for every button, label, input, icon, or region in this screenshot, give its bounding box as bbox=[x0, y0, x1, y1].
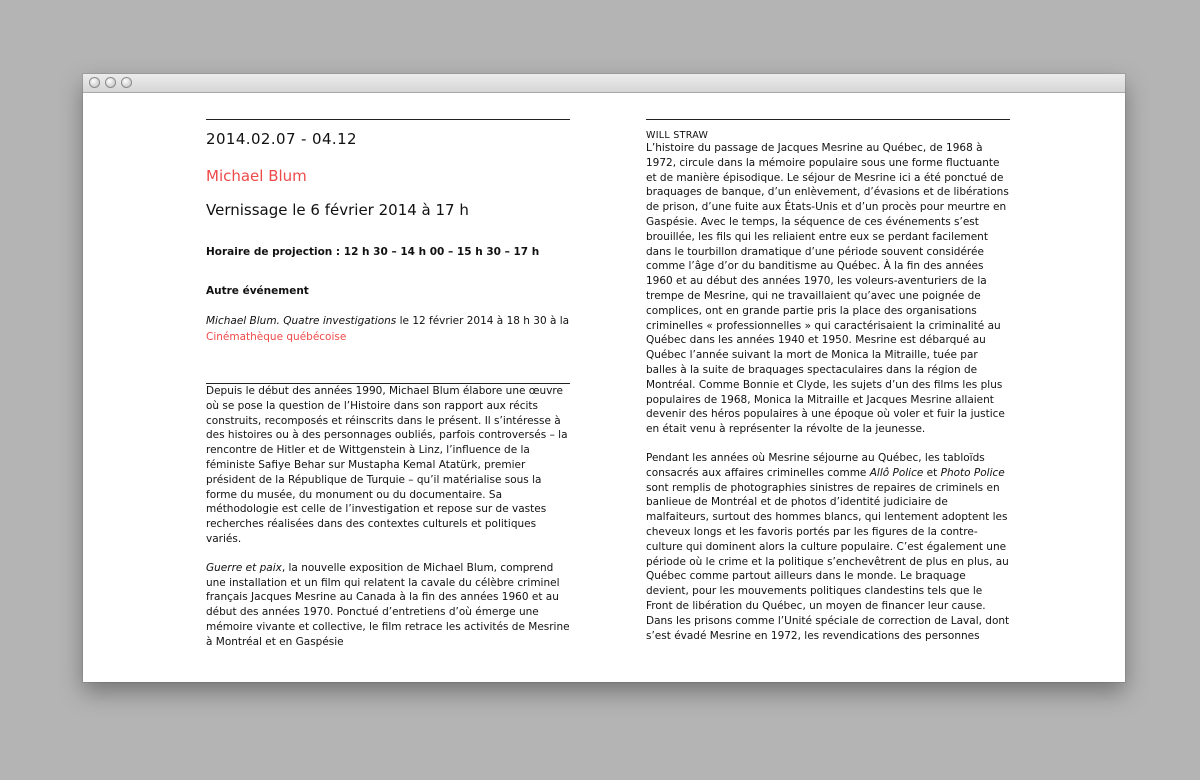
essay-paragraph-2-start: Pendant les années où Mesrine séjourne au Québec, les tabloïds consacrés aux affaires criminelles comme bbox=[646, 451, 985, 479]
minimize-window-button[interactable] bbox=[105, 77, 116, 88]
left-column bbox=[206, 93, 570, 650]
top-divider-right bbox=[646, 119, 1010, 120]
essay-author: WILL STRAW bbox=[646, 130, 709, 141]
zoom-window-button[interactable] bbox=[121, 77, 132, 88]
other-event-text bbox=[206, 313, 570, 345]
exhibition-paragraph-text: , la nouvelle exposition de Michael Blum, comprend une installation et un film qui relatent la cavale du célèbre criminel français Jacques Mesrine au Canada à la fin des années 1960 et au début des années 1970. Ponctué d’entretiens d’où émerge une mémoire vivante et collective, le film retrace les activités de Mesrine à Montréal et en Gaspésie bbox=[206, 561, 570, 648]
photo-police-title: Photo Police bbox=[940, 466, 1005, 479]
other-event-details: le 12 février 2014 à 18 h 30 à la bbox=[396, 315, 570, 327]
cinematheque-link[interactable]: Cinémathèque québécoise bbox=[206, 331, 347, 343]
page-content bbox=[83, 93, 1125, 682]
exhibition-paragraph bbox=[206, 561, 570, 650]
essay-paragraph-2-rest: sont remplis de photographies sinistres de repaires de criminels en banlieue de Montréal et de photos d’identité judiciaire de malfaiteurs, surtout des hommes blancs, qui lentement adoptent les cheveux longs et les favoris portés par les figures de la contre-culture qui dominent alors la culture populaire. C’est également une période où le crime et la politique s’enchevêtrent de plus en plus, au Québec comme partout ailleurs dans le monde. Le braquage devient, pour les mouvements politiques clandestins tels que le Front de libération du Québec, un moyen de financer leur cause. Dans les prisons comme l’Unité spéciale de correction de Laval, dont s’est évadé Mesrine en 1972, les revendications des personnes bbox=[646, 481, 1010, 642]
screening-schedule: Horaire de projection : 12 h 30 – 14 h 00 – 15 h 30 – 17 h bbox=[206, 246, 540, 258]
other-event-heading: Autre événement bbox=[206, 285, 309, 297]
vernissage-line: Vernissage le 6 février 2014 à 17 h bbox=[206, 201, 469, 219]
essay-paragraph-1: L’histoire du passage de Jacques Mesrine au Québec, de 1968 à 1972, circule dans la mémoire populaire sous une forme fluctuante et de manière épisodique. Le séjour de Mesrine ici a été ponctué de braquages de banque, d’un enlèvement, d’évasions et de libérations de prison, d’une fuite aux États-Unis et d’un procès pour meurtre en Gaspésie. Avec le temps, la séquence de ces événements s’est brouillée, les fils qui les reliaient entre eux se perdant facilement dans le tourbillon dramatique d’une période souvent considérée comme l’âge d’or du banditisme au Québec. À la fin des années 1960 et au début des années 1970, les voleurs-aventuriers de la trempe de Mesrine, qui ne travaillaient qu’avec une poignée de complices, ont en grande partie pris la place des organisations criminelles « professionnelles » qui caractérisaient la criminalité au Québec dans les années 1940 et 1950. Mesrine est débarqué au Québec l’année suivant la mort de Monica la Mitraille, tuée par balles à la suite de braquages spectaculaires dans la région de Montréal. Comme Bonnie et Clyde, les sujets d’un des films les plus populaires de 1968, Monica la Mitraille et Jacques Mesrine allaient devenir des héros populaires à une époque où voler et fuir la justice en était venu à représenter la révolte de la jeunesse. bbox=[646, 142, 1009, 436]
exhibition-title: Guerre et paix bbox=[206, 561, 282, 574]
right-column bbox=[646, 93, 1010, 643]
browser-window bbox=[83, 74, 1125, 682]
top-divider bbox=[206, 119, 570, 120]
close-window-button[interactable] bbox=[89, 77, 100, 88]
artist-name[interactable]: Michael Blum bbox=[206, 167, 307, 185]
essay-paragraph-2-and: et bbox=[923, 466, 941, 479]
allo-police-title: Allô Police bbox=[869, 466, 924, 479]
exhibition-dates: 2014.02.07 - 04.12 bbox=[206, 130, 357, 148]
title-bar bbox=[83, 74, 1125, 93]
essay-paragraph-2 bbox=[646, 451, 1010, 643]
other-event-title: Michael Blum. Quatre investigations bbox=[206, 315, 397, 327]
intro-paragraph: Depuis le début des années 1990, Michael Blum élabore une œuvre où se pose la question de l’Histoire dans son rapport aux récits construits, recomposés et réinscrits dans le présent. Il s’intéresse à des histoires ou à des personnages oubliés, parfois controversés – la rencontre de Hitler et de Wittgenstein à Linz, l’influence de la féministe Safiye Behar sur Mustapha Kemal Atatürk, premier président de la République de Turquie – qu’il matérialise sous la forme du musée, du monument ou du documentaire. Sa méthodologie est celle de l’investigation et repose sur de vastes recherches réalisées dans des contextes culturels et politiques variés. bbox=[206, 385, 568, 545]
